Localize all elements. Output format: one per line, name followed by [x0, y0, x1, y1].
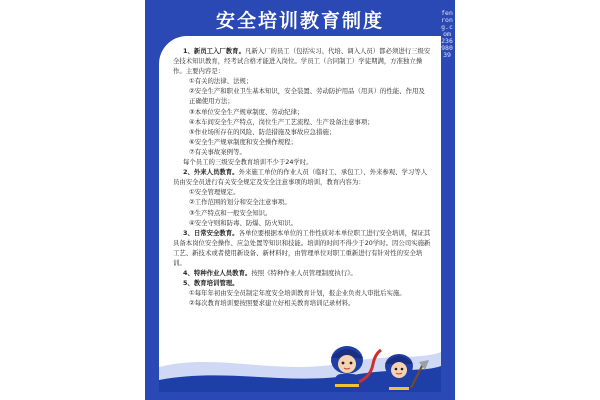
section-text: 各单位要根据本单位的工作性质对本单位职工进行安全培训，保证其具备本岗位安全操作、应急处置等知识和技能。培训的时间不得少于20学时。因公司实施新工艺、新技术或者使用新设备、新材料时，由管理单位对职工重新进行有针对性的安全培训。 [173, 228, 431, 267]
watermark-text: fenrong.com 23698039 [441, 9, 453, 59]
section-5 [173, 278, 431, 288]
section-heading: 3、日常安全教育。 [183, 228, 239, 237]
list-item: ⑤作业场所存在的风险、防范措施及事故应急措施； [189, 127, 336, 136]
list-item: ③生产特点和一般安全知识。 [189, 208, 272, 217]
section-1 [173, 46, 431, 76]
regulation-text [173, 46, 431, 308]
section-note: 每个员工的三级安全教育培训不少于24学时。 [183, 158, 313, 167]
section-heading: 4、特种作业人员教育。 [183, 269, 252, 278]
page-title: 安全培训教育制度 [215, 10, 384, 32]
section-2 [173, 167, 431, 187]
list-item: ②每次教育培训要按照要求建立好相关教育培训记录材料。 [189, 299, 355, 308]
list-item: ①每年年初由安全员制定年度安全培训教育计划，报企业负责人审批后实施。 [189, 289, 406, 298]
list-item: ②安全生产和职业卫生基本知识，安全装置、劳动防护用品（用具）的性能、作用及正确使用方法； [189, 87, 425, 106]
list-item: ②工作范围的划分和安全注意事项。 [189, 198, 291, 207]
section-4 [173, 268, 431, 278]
section-text: 凡新入厂的员工（包括实习、代培、调入人员）都必须进行三级安全技术知识教育，经考试合格才能进入岗位。学员工（合同制工）学徒期满，方准独立操作。主要内容是： [173, 47, 431, 76]
list-item: ①安全管理规定。 [189, 188, 240, 197]
list-item: ①有关的法律、法规； [189, 77, 253, 86]
list-item: ③本单位安全生产规章制度、劳动纪律； [189, 107, 304, 116]
firefighter-kids-illustration [307, 336, 437, 392]
list-item: ⑥安全生产规章制度和安全操作规程； [189, 137, 297, 146]
section-3 [173, 228, 431, 268]
section-heading: 5、教育培训管理。 [183, 279, 239, 288]
content-panel [159, 36, 441, 392]
poster [145, 0, 455, 400]
list-item: ④安全守则和防毒、防爆、防火知识。 [189, 218, 297, 227]
section-text: 外来施工单位的作业人员（临时工、承包工）、外来参观、学习等人员由安全员进行有关安全规定及安全注意事项的培训，教育内容为： [173, 168, 428, 187]
section-text: 按照《特种作业人员管理制度执行》。 [251, 269, 357, 278]
list-item: ④本车间安全生产特点，岗位生产工艺流程、生产设备注意事项； [189, 117, 374, 126]
section-heading: 1、新员工入厂教育。 [183, 47, 245, 55]
section-heading: 2、外来人员教育。 [183, 168, 239, 177]
list-item: ⑦有关事故案例等。 [189, 147, 246, 156]
